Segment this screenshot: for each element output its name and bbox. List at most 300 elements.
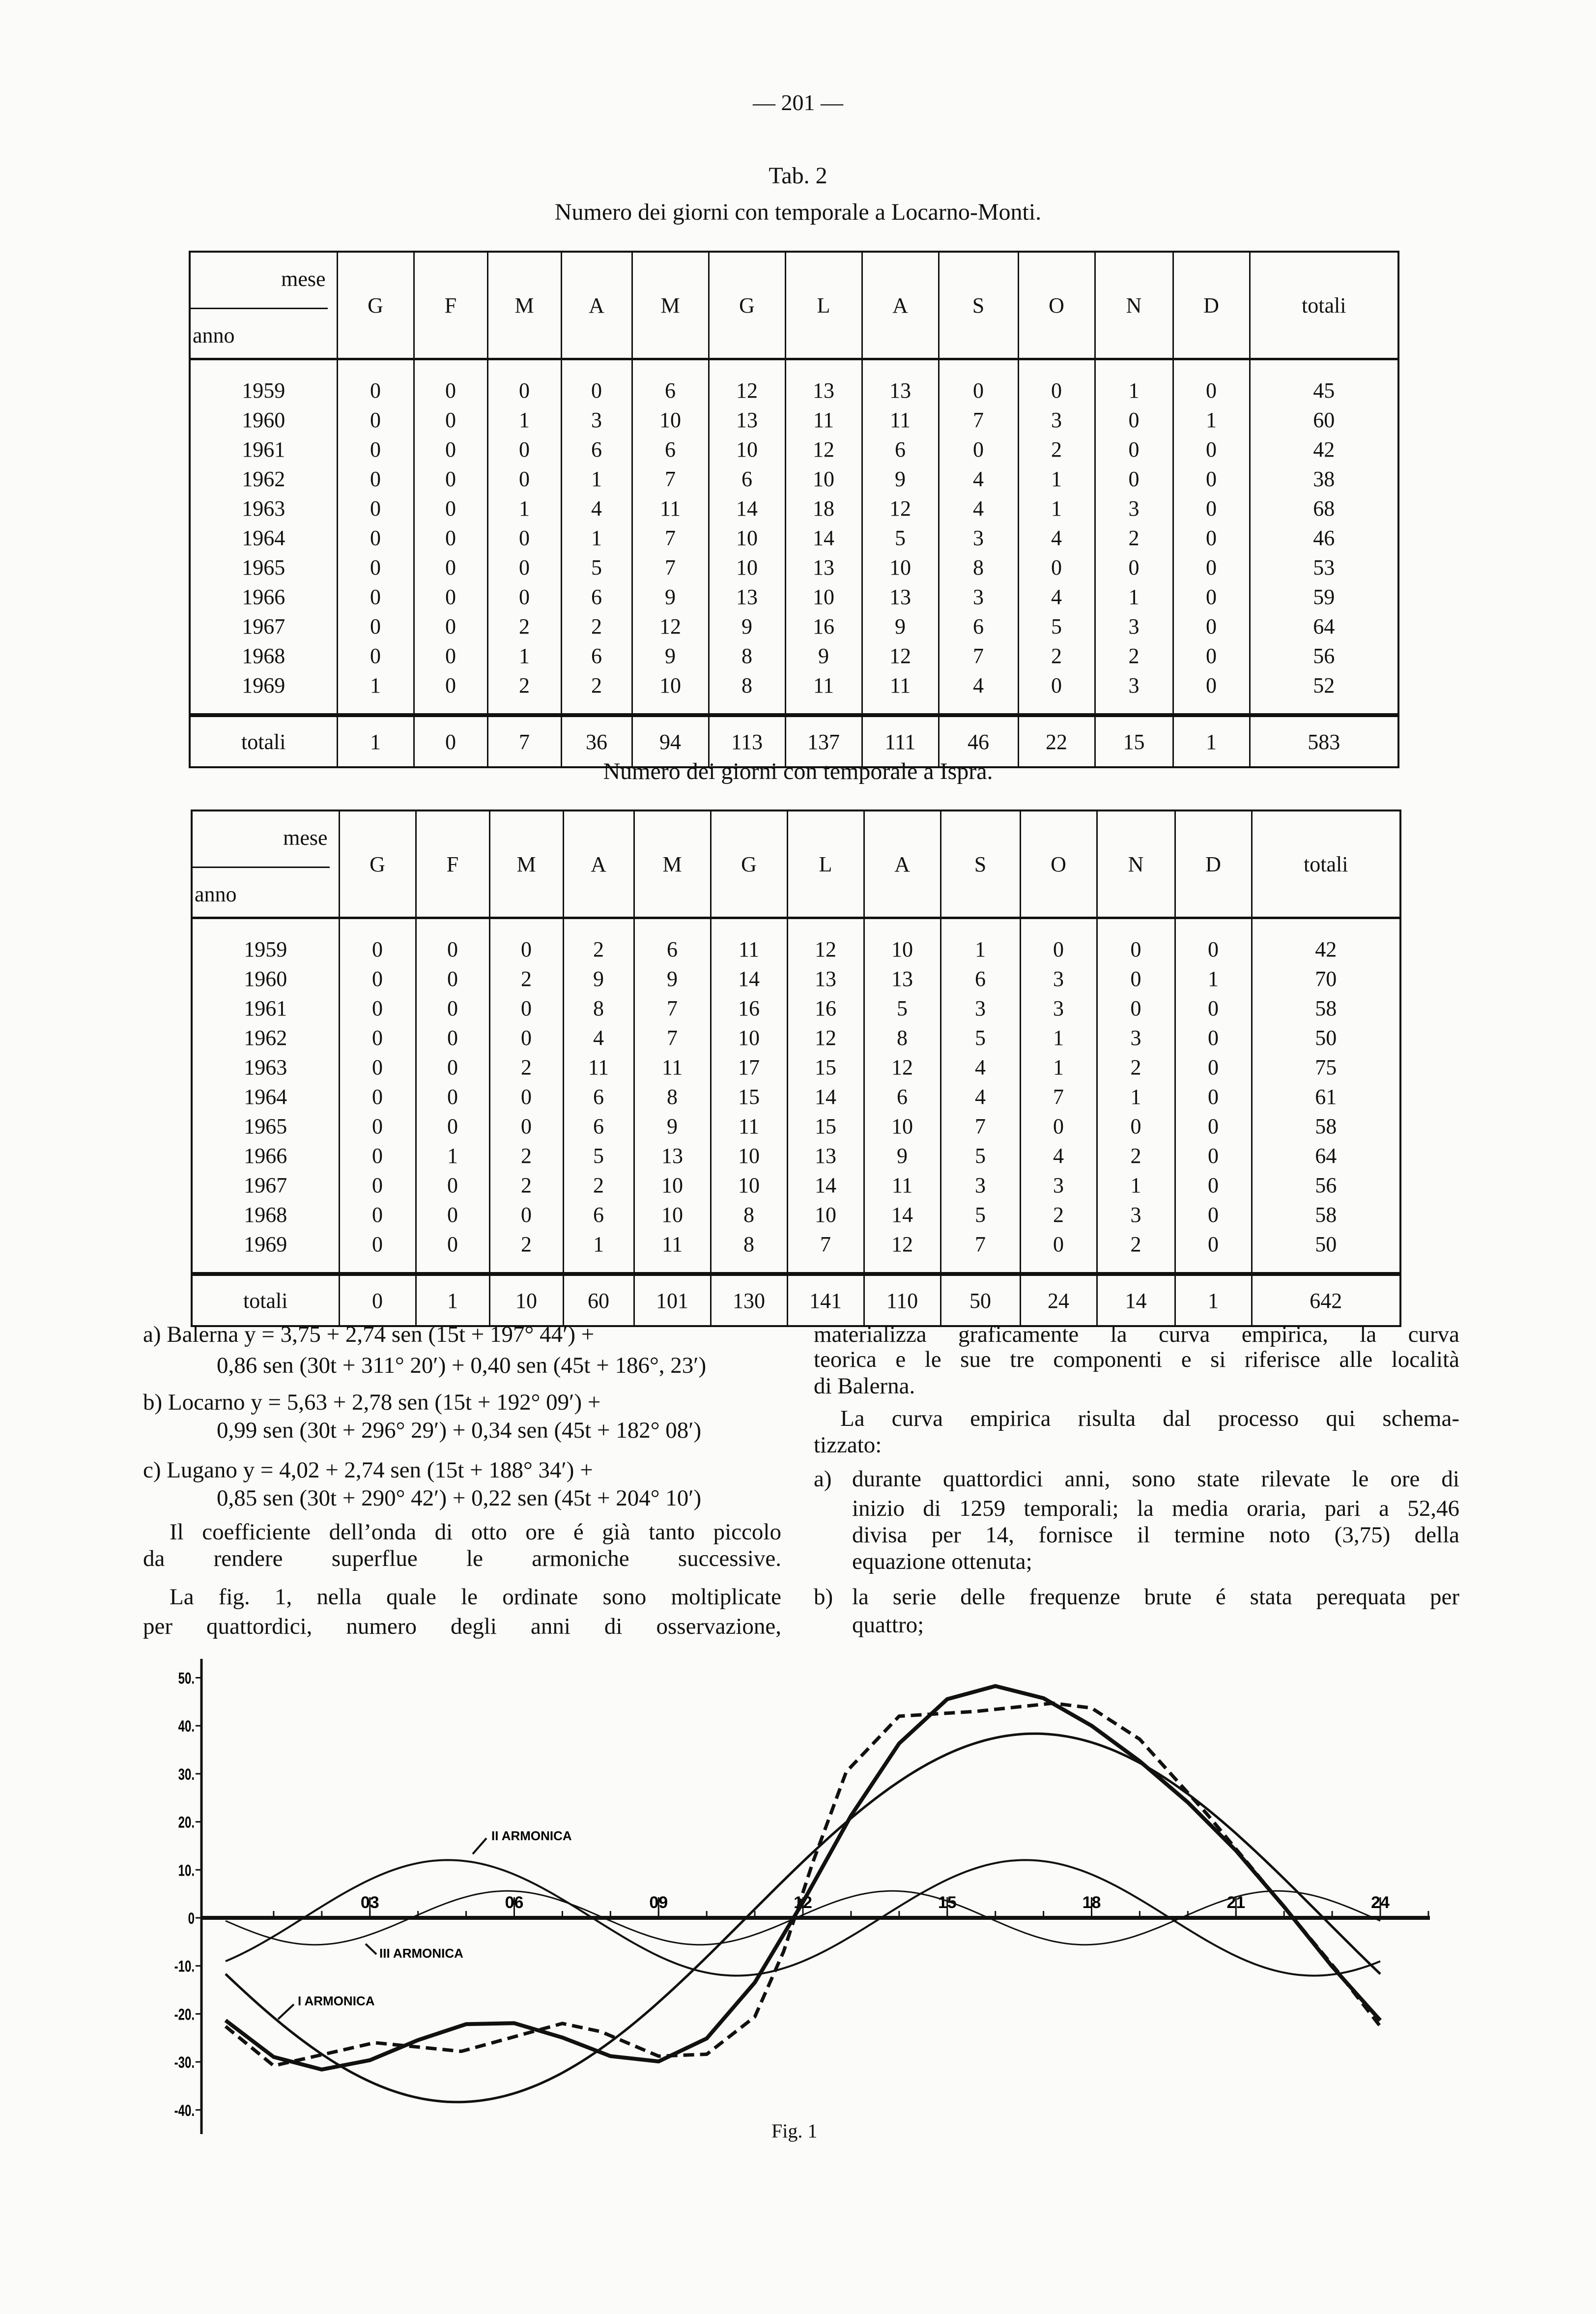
table-row	[190, 494, 1398, 523]
table-body	[190, 359, 1398, 716]
row-total-cell: 46	[1250, 523, 1398, 553]
y-tick-label: 10.	[178, 1861, 195, 1880]
value-cell: 0	[489, 1200, 563, 1230]
value-cell: 0	[1020, 1230, 1097, 1274]
value-cell: 0	[487, 464, 561, 494]
value-cell: 0	[416, 1053, 489, 1082]
value-cell: 11	[711, 1112, 787, 1141]
value-cell: 0	[561, 359, 632, 406]
year-cell: 1962	[190, 464, 337, 494]
text-line: 0,85 sen (30t + 290° 42′) + 0,22 sen (45t + 204° 10′)	[217, 1485, 702, 1511]
value-cell: 0	[1175, 1200, 1252, 1230]
value-cell: 0	[1173, 494, 1250, 523]
row-total-cell: 64	[1250, 612, 1398, 641]
value-cell: 0	[337, 523, 414, 553]
value-cell: 0	[1095, 464, 1173, 494]
month-total-cell: 22	[1018, 715, 1095, 767]
year-cell: 1966	[192, 1141, 339, 1171]
y-tick-label: 0	[188, 1909, 195, 1927]
table-row	[192, 1171, 1400, 1200]
table-row	[190, 464, 1398, 494]
month-total-cell: 36	[561, 715, 632, 767]
header-anno-label: anno	[193, 323, 235, 347]
row-total-cell: 60	[1250, 405, 1398, 435]
value-cell: 6	[864, 1082, 940, 1112]
y-tick-label: 50.	[178, 1669, 195, 1687]
month-header: D	[1175, 810, 1252, 918]
text-line: inizio di 1259 temporali; la media oraria, pari a 52,46	[852, 1496, 1459, 1521]
month-header: A	[563, 810, 634, 918]
value-cell: 0	[337, 641, 414, 671]
row-total-cell: 53	[1250, 553, 1398, 582]
year-cell: 1963	[190, 494, 337, 523]
value-cell: 6	[632, 359, 709, 406]
y-tick-label: 40.	[178, 1717, 195, 1735]
value-cell: 7	[940, 1230, 1020, 1274]
value-cell: 1	[487, 641, 561, 671]
value-cell: 11	[862, 671, 939, 715]
table-row	[192, 1112, 1400, 1141]
value-cell: 1	[1173, 405, 1250, 435]
table-row	[192, 994, 1400, 1023]
month-total-cell: 0	[414, 715, 487, 767]
value-cell: 9	[634, 964, 711, 994]
row-total-cell: 56	[1252, 1171, 1400, 1200]
value-cell: 0	[416, 1200, 489, 1230]
value-cell: 0	[339, 1082, 416, 1112]
text-line: La fig. 1, nella quale le ordinate sono moltiplicate	[170, 1584, 781, 1610]
y-tick-label: -30.	[174, 2053, 195, 2071]
value-cell: 10	[787, 1200, 864, 1230]
value-cell: 2	[489, 1171, 563, 1200]
value-cell: 7	[634, 994, 711, 1023]
year-cell: 1962	[192, 1023, 339, 1053]
value-cell: 0	[339, 1053, 416, 1082]
value-cell: 0	[339, 1023, 416, 1053]
month-header: M	[634, 810, 711, 918]
table-row	[192, 1141, 1400, 1171]
value-cell: 0	[487, 582, 561, 612]
month-total-cell: 110	[864, 1274, 940, 1326]
value-cell: 5	[563, 1141, 634, 1171]
value-cell: 2	[1018, 641, 1095, 671]
table-row	[192, 1200, 1400, 1230]
year-cell: 1967	[192, 1171, 339, 1200]
value-cell: 15	[711, 1082, 787, 1112]
value-cell: 10	[711, 1023, 787, 1053]
value-cell: 0	[337, 359, 414, 406]
value-cell: 0	[1097, 964, 1175, 994]
value-cell: 9	[785, 641, 862, 671]
year-cell: 1964	[192, 1082, 339, 1112]
value-cell: 2	[489, 1230, 563, 1274]
month-total-cell: 14	[1097, 1274, 1175, 1326]
value-cell: 8	[864, 1023, 940, 1053]
harmonic-3-arrow	[366, 1944, 376, 1954]
value-cell: 4	[563, 1023, 634, 1053]
table-ispra	[191, 810, 1401, 1327]
value-cell: 3	[1018, 405, 1095, 435]
value-cell: 0	[1173, 641, 1250, 671]
table-row	[190, 671, 1398, 715]
value-cell: 14	[711, 964, 787, 994]
text-line: c) Lugano y = 4,02 + 2,74 sen (15t + 188° 34′) +	[143, 1457, 593, 1483]
value-cell: 0	[414, 641, 487, 671]
value-cell: 0	[1175, 1171, 1252, 1200]
text-line: b) Locarno y = 5,63 + 2,78 sen (15t + 192° 09′) +	[143, 1389, 601, 1415]
value-cell: 0	[1173, 553, 1250, 582]
month-total-cell: 1	[1175, 1274, 1252, 1326]
value-cell: 7	[632, 553, 709, 582]
value-cell: 16	[711, 994, 787, 1023]
value-cell: 6	[709, 464, 785, 494]
value-cell: 4	[939, 671, 1018, 715]
value-cell: 15	[787, 1112, 864, 1141]
value-cell: 0	[1097, 918, 1175, 965]
header-mese-label: mese	[281, 267, 326, 291]
value-cell: 2	[489, 1053, 563, 1082]
value-cell: 0	[416, 964, 489, 994]
value-cell: 0	[416, 1023, 489, 1053]
value-cell: 0	[339, 1200, 416, 1230]
row-total-cell: 75	[1252, 1053, 1400, 1082]
value-cell: 0	[489, 1082, 563, 1112]
value-cell: 8	[709, 671, 785, 715]
text-line: divisa per 14, fornisce il termine noto (3,75) della	[852, 1522, 1459, 1548]
value-cell: 4	[561, 494, 632, 523]
value-cell: 0	[414, 553, 487, 582]
value-cell: 1	[561, 464, 632, 494]
table-label: Tab. 2	[769, 163, 827, 189]
x-tick-label: 12	[794, 1893, 812, 1912]
value-cell: 7	[632, 523, 709, 553]
value-cell: 15	[787, 1053, 864, 1082]
value-cell: 13	[785, 359, 862, 406]
month-total-cell: 10	[489, 1274, 563, 1326]
value-cell: 10	[709, 435, 785, 464]
harmonic-2-label: II ARMONICA	[491, 1828, 572, 1843]
value-cell: 7	[939, 641, 1018, 671]
year-cell: 1969	[190, 671, 337, 715]
value-cell: 0	[487, 435, 561, 464]
text-line: di Balerna.	[814, 1373, 915, 1399]
totals-row	[192, 1274, 1400, 1326]
table-row	[190, 523, 1398, 553]
row-total-cell: 59	[1250, 582, 1398, 612]
text-line: durante quattordici anni, sono state rilevate le ore di	[852, 1466, 1459, 1492]
value-cell: 2	[1095, 641, 1173, 671]
value-cell: 3	[1097, 1200, 1175, 1230]
value-cell: 3	[1020, 964, 1097, 994]
value-cell: 1	[1018, 464, 1095, 494]
figure-caption: Fig. 1	[771, 2120, 818, 2142]
year-cell: 1961	[192, 994, 339, 1023]
value-cell: 6	[862, 435, 939, 464]
value-cell: 2	[1097, 1141, 1175, 1171]
value-cell: 11	[864, 1171, 940, 1200]
harmonic-3-label: III ARMONICA	[379, 1946, 463, 1961]
y-tick-label: 30.	[178, 1765, 195, 1783]
value-cell: 1	[487, 405, 561, 435]
table-body	[192, 918, 1400, 1274]
value-cell: 7	[1020, 1082, 1097, 1112]
value-cell: 0	[489, 994, 563, 1023]
value-cell: 13	[709, 405, 785, 435]
value-cell: 0	[1095, 405, 1173, 435]
value-cell: 0	[416, 994, 489, 1023]
value-cell: 1	[337, 671, 414, 715]
table-row	[192, 1082, 1400, 1112]
value-cell: 14	[864, 1200, 940, 1230]
value-cell: 12	[787, 1023, 864, 1053]
text-line: materializza graficamente la curva empirica, la curva	[814, 1322, 1459, 1347]
table-row	[192, 1053, 1400, 1082]
value-cell: 0	[1175, 918, 1252, 965]
value-cell: 0	[939, 359, 1018, 406]
value-cell: 1	[561, 523, 632, 553]
harmonic-1-arrow	[278, 2004, 294, 2019]
month-header: O	[1018, 252, 1095, 359]
value-cell: 2	[563, 1171, 634, 1200]
value-cell: 0	[1095, 553, 1173, 582]
text-line: quattro;	[852, 1612, 924, 1638]
value-cell: 14	[709, 494, 785, 523]
header-mese-label: mese	[283, 826, 328, 850]
value-cell: 12	[862, 641, 939, 671]
row-total-cell: 70	[1252, 964, 1400, 994]
value-cell: 7	[939, 405, 1018, 435]
value-cell: 2	[487, 671, 561, 715]
value-cell: 10	[785, 464, 862, 494]
value-cell: 3	[561, 405, 632, 435]
value-cell: 8	[711, 1230, 787, 1274]
value-cell: 14	[787, 1171, 864, 1200]
value-cell: 0	[1173, 435, 1250, 464]
value-cell: 0	[414, 523, 487, 553]
value-cell: 0	[416, 1112, 489, 1141]
year-cell: 1964	[190, 523, 337, 553]
value-cell: 9	[864, 1141, 940, 1171]
month-total-cell: 0	[339, 1274, 416, 1326]
table-row	[190, 405, 1398, 435]
header-corner-cell	[192, 810, 339, 918]
value-cell: 6	[939, 612, 1018, 641]
month-total-cell: 130	[711, 1274, 787, 1326]
year-cell: 1961	[190, 435, 337, 464]
totals-label: totali	[192, 1274, 339, 1326]
table-row	[192, 1023, 1400, 1053]
table-row	[190, 582, 1398, 612]
value-cell: 11	[862, 405, 939, 435]
value-cell: 10	[634, 1171, 711, 1200]
value-cell: 11	[563, 1053, 634, 1082]
header-corner-cell	[190, 252, 337, 359]
value-cell: 13	[862, 359, 939, 406]
x-tick-label: 24	[1371, 1893, 1390, 1912]
value-cell: 2	[1018, 435, 1095, 464]
month-header: F	[416, 810, 489, 918]
harmonic-1-label: I ARMONICA	[298, 1994, 375, 2008]
month-header: L	[787, 810, 864, 918]
value-cell: 6	[563, 1200, 634, 1230]
month-total-cell: 60	[563, 1274, 634, 1326]
value-cell: 11	[711, 918, 787, 965]
value-cell: 6	[561, 582, 632, 612]
value-cell: 0	[1175, 1023, 1252, 1053]
month-header: N	[1097, 810, 1175, 918]
value-cell: 2	[489, 964, 563, 994]
row-total-cell: 50	[1252, 1023, 1400, 1053]
value-cell: 10	[709, 553, 785, 582]
value-cell: 0	[339, 1171, 416, 1200]
value-cell: 14	[785, 523, 862, 553]
value-cell: 10	[711, 1171, 787, 1200]
value-cell: 3	[939, 523, 1018, 553]
value-cell: 3	[940, 994, 1020, 1023]
value-cell: 3	[1095, 671, 1173, 715]
y-tick-label: -40.	[174, 2101, 195, 2119]
value-cell: 13	[787, 964, 864, 994]
value-cell: 1	[487, 494, 561, 523]
value-cell: 12	[787, 918, 864, 965]
value-cell: 16	[787, 994, 864, 1023]
value-cell: 10	[862, 553, 939, 582]
value-cell: 10	[864, 1112, 940, 1141]
value-cell: 4	[1020, 1141, 1097, 1171]
value-cell: 0	[489, 1023, 563, 1053]
value-cell: 2	[561, 612, 632, 641]
value-cell: 10	[711, 1141, 787, 1171]
y-tick-label: -10.	[174, 1957, 195, 1975]
month-total-cell: 111	[862, 715, 939, 767]
row-total-cell: 52	[1250, 671, 1398, 715]
month-header: G	[709, 252, 785, 359]
value-cell: 3	[1097, 1023, 1175, 1053]
value-cell: 9	[563, 964, 634, 994]
value-cell: 0	[1175, 1053, 1252, 1082]
value-cell: 0	[1097, 1112, 1175, 1141]
grand-total-cell: 583	[1250, 715, 1398, 767]
value-cell: 0	[939, 435, 1018, 464]
value-cell: 0	[1020, 1112, 1097, 1141]
year-cell: 1959	[192, 918, 339, 965]
value-cell: 6	[561, 435, 632, 464]
value-cell: 6	[563, 1082, 634, 1112]
year-cell: 1965	[190, 553, 337, 582]
month-header: D	[1173, 252, 1250, 359]
totals-label: totali	[190, 715, 337, 767]
value-cell: 12	[864, 1053, 940, 1082]
value-cell: 2	[1095, 523, 1173, 553]
row-total-cell: 68	[1250, 494, 1398, 523]
value-cell: 4	[1018, 582, 1095, 612]
totali-header: totali	[1250, 252, 1398, 359]
value-cell: 3	[1020, 1171, 1097, 1200]
value-cell: 1	[1097, 1082, 1175, 1112]
value-cell: 0	[1173, 523, 1250, 553]
value-cell: 2	[489, 1141, 563, 1171]
value-cell: 0	[1018, 359, 1095, 406]
value-cell: 0	[414, 435, 487, 464]
row-total-cell: 50	[1252, 1230, 1400, 1274]
text-line: per quattordici, numero degli anni di osservazione,	[143, 1614, 781, 1639]
value-cell: 2	[1097, 1230, 1175, 1274]
month-header: A	[862, 252, 939, 359]
header-anno-label: anno	[195, 882, 237, 906]
value-cell: 0	[1173, 671, 1250, 715]
value-cell: 2	[1020, 1200, 1097, 1230]
value-cell: 8	[711, 1200, 787, 1230]
text-line: 0,86 sen (30t + 311° 20′) + 0,40 sen (45t + 186°, 23′)	[217, 1353, 707, 1378]
value-cell: 4	[940, 1053, 1020, 1082]
value-cell: 13	[709, 582, 785, 612]
table-row	[190, 435, 1398, 464]
value-cell: 11	[785, 405, 862, 435]
month-total-cell: 141	[787, 1274, 864, 1326]
text-line: teorica e le sue tre componenti e si riferisce alle località	[814, 1347, 1459, 1372]
value-cell: 0	[416, 1230, 489, 1274]
table-row	[190, 641, 1398, 671]
value-cell: 2	[561, 671, 632, 715]
text-line: La curva empirica risulta dal processo qui schema-	[840, 1406, 1459, 1431]
month-total-cell: 94	[632, 715, 709, 767]
row-total-cell: 58	[1252, 994, 1400, 1023]
value-cell: 0	[1097, 994, 1175, 1023]
value-cell: 0	[339, 918, 416, 965]
value-cell: 0	[416, 918, 489, 965]
value-cell: 1	[1097, 1171, 1175, 1200]
value-cell: 1	[1095, 582, 1173, 612]
value-cell: 10	[632, 671, 709, 715]
month-header: M	[632, 252, 709, 359]
value-cell: 6	[561, 641, 632, 671]
month-header: L	[785, 252, 862, 359]
table-title-locarno: Numero dei giorni con temporale a Locarno-Monti.	[554, 199, 1042, 225]
row-total-cell: 42	[1250, 435, 1398, 464]
month-header: A	[561, 252, 632, 359]
value-cell: 0	[339, 1112, 416, 1141]
text-line: equazione ottenuta;	[852, 1549, 1032, 1574]
value-cell: 11	[634, 1053, 711, 1082]
value-cell: 10	[864, 918, 940, 965]
text-line: la serie delle frequenze brute é stata perequata per	[852, 1584, 1459, 1610]
header-divider	[191, 308, 328, 309]
value-cell: 10	[709, 523, 785, 553]
value-cell: 1	[416, 1141, 489, 1171]
year-cell: 1960	[190, 405, 337, 435]
month-header: M	[489, 810, 563, 918]
value-cell: 0	[414, 612, 487, 641]
value-cell: 12	[862, 494, 939, 523]
text-line: da rendere superflue le armoniche successive.	[143, 1546, 781, 1571]
value-cell: 4	[939, 494, 1018, 523]
value-cell: 4	[940, 1082, 1020, 1112]
value-cell: 0	[416, 1171, 489, 1200]
header-divider	[193, 867, 330, 868]
value-cell: 8	[709, 641, 785, 671]
value-cell: 0	[1018, 671, 1095, 715]
value-cell: 0	[1020, 918, 1097, 965]
value-cell: 9	[862, 464, 939, 494]
value-cell: 0	[489, 918, 563, 965]
value-cell: 6	[940, 964, 1020, 994]
month-total-cell: 1	[1173, 715, 1250, 767]
year-cell: 1968	[192, 1200, 339, 1230]
row-total-cell: 42	[1252, 918, 1400, 965]
figure-1-chart	[0, 1622, 1596, 2163]
value-cell: 9	[862, 612, 939, 641]
value-cell: 0	[1175, 1082, 1252, 1112]
